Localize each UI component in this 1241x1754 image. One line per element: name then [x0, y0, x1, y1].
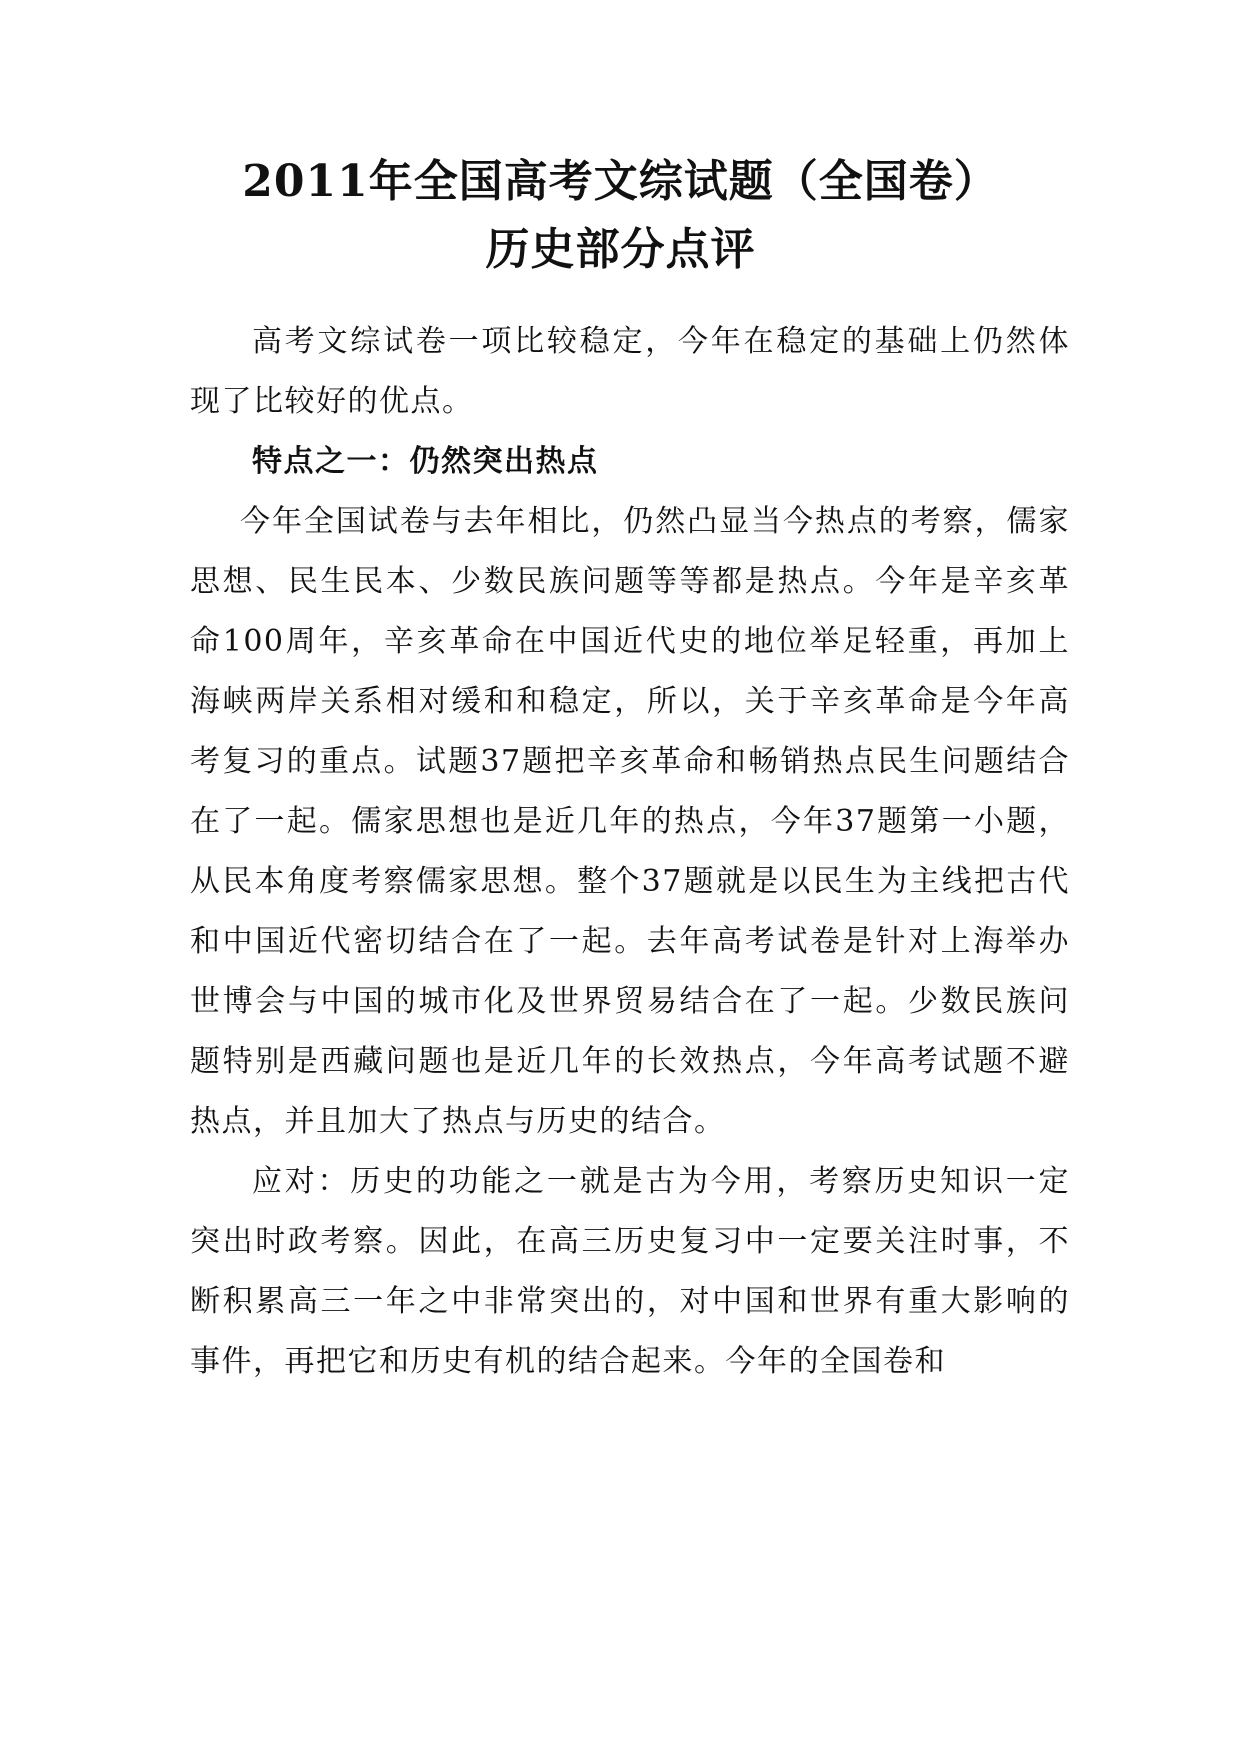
intro-paragraph: 高考文综试卷一项比较稳定，今年在稳定的基础上仍然体现了比较好的优点。 — [190, 324, 1070, 419]
document-title: 2011年全国高考文综试题（全国卷） — [242, 156, 999, 207]
document-subtitle: 历史部分点评 — [485, 224, 756, 275]
response-paragraph: 应对：历史的功能之一就是古为今用，考察历史知识一定突出时政考察。因此，在高三历史复习中一定要关注时事，不断积累高三一年之中非常突出的，对中国和世界有重大影响的事件，再把它和历史有机的结合起来。今年的全国卷和 — [190, 1164, 1070, 1379]
document-body — [190, 312, 1070, 1392]
body-paragraph: 今年全国试卷与去年相比，仍然凸显当今热点的考察，儒家思想、民生民本、少数民族问题等等都是热点。今年是辛亥革命100周年，辛亥革命在中国近代史的地位举足轻重，再加上海峡两岸关系相对缓和和稳定，所以，关于辛亥革命是今年高考复习的重点。试题37题把辛亥革命和畅销热点民生问题结合在了一起。儒家思想也是近几年的热点，今年37题第一小题，从民本角度考察儒家思想。整个37题就是以民生为主线把古代和中国近代密切结合在了一起。去年高考试卷是针对上海举办世博会与中国的城市化及世界贸易结合在了一起。少数民族问题特别是西藏问题也是近几年的长效热点，今年高考试题不避热点，并且加大了热点与历史的结合。 — [190, 504, 1070, 1139]
section-heading: 特点之一：仍然突出热点 — [252, 444, 599, 479]
